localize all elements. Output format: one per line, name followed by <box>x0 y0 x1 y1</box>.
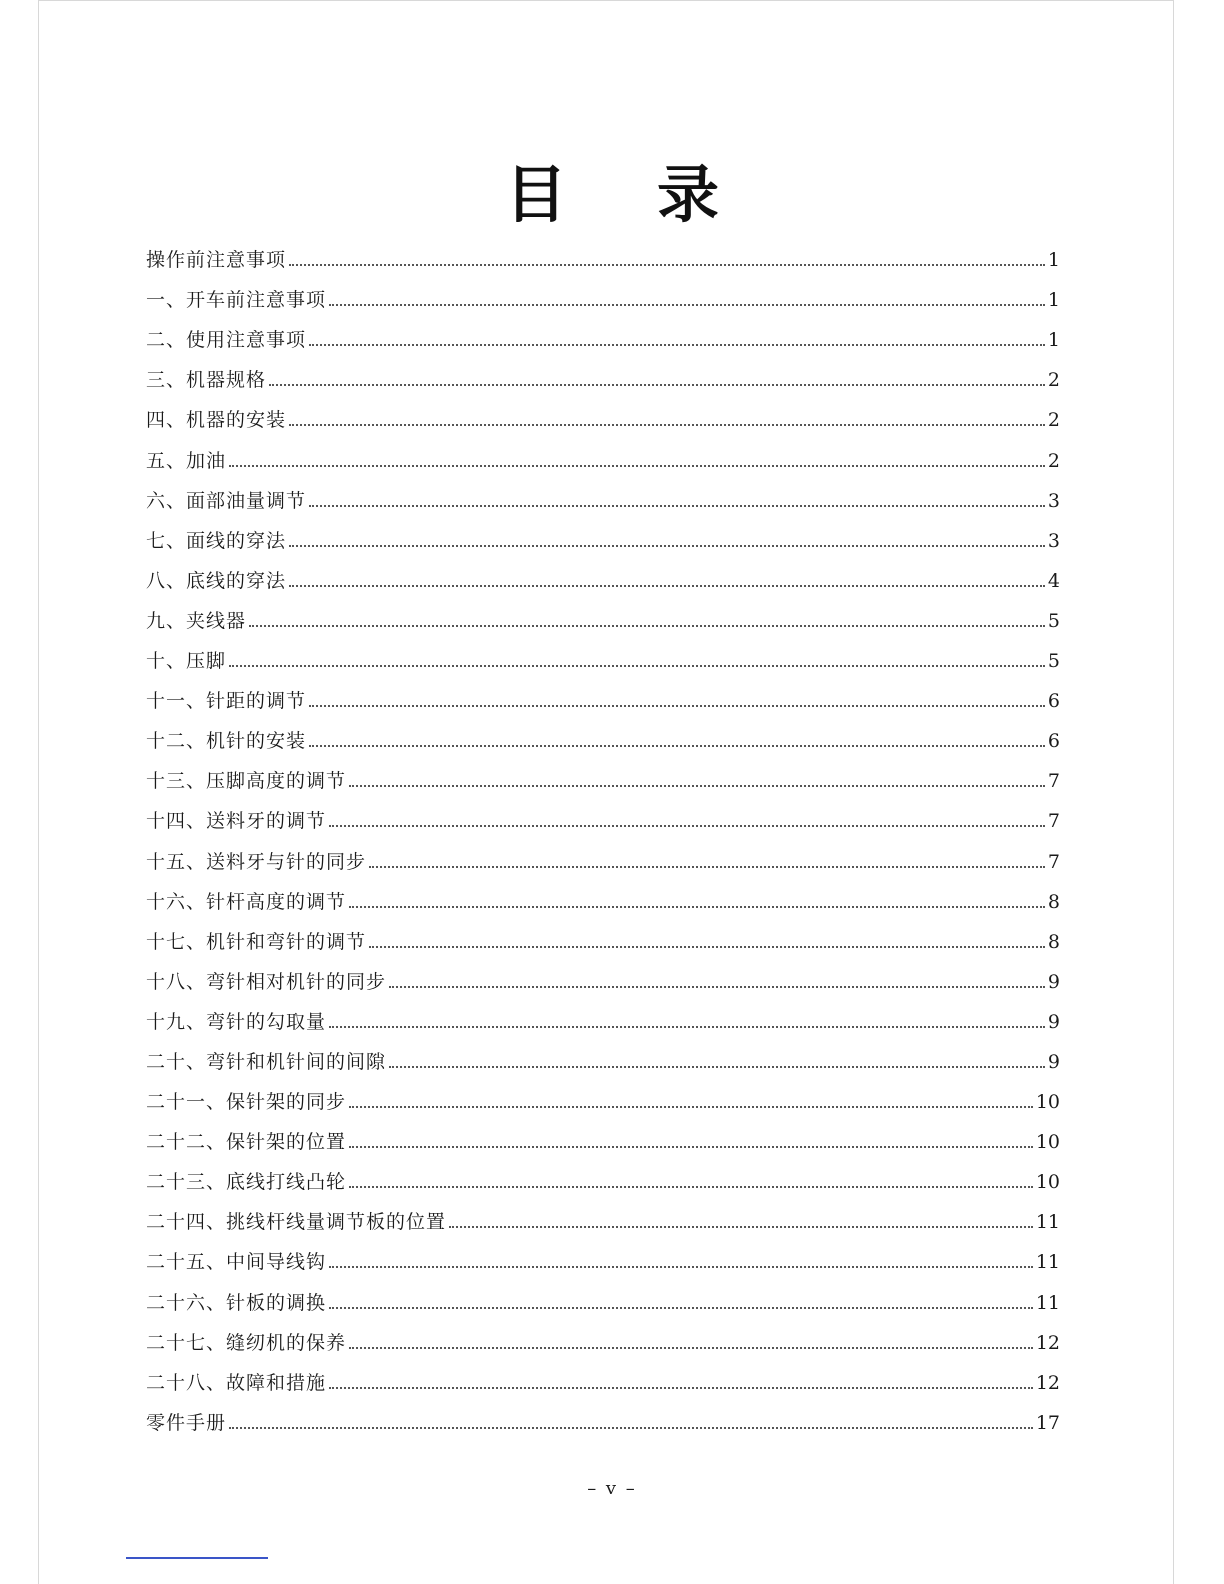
toc-entry-page: 11 <box>1035 1251 1060 1274</box>
toc-entry[interactable] <box>146 432 1060 472</box>
toc-entry[interactable] <box>146 392 1060 432</box>
page-title: 目录 <box>504 157 809 231</box>
toc-dot-leader <box>289 424 1045 426</box>
toc-entry-label: 二十七、缝纫机的保养 <box>146 1331 347 1354</box>
toc-entry-page: 11 <box>1035 1291 1060 1314</box>
toc-entry-label: 一、开车前注意事项 <box>146 289 327 312</box>
toc-entry-page: 10 <box>1035 1171 1060 1194</box>
toc-dot-leader <box>349 785 1045 787</box>
toc-entry[interactable] <box>146 272 1060 312</box>
toc-entry-page: 6 <box>1047 730 1060 753</box>
toc-entry-label: 十二、机针的安装 <box>146 730 307 753</box>
toc-entry-page: 9 <box>1047 970 1060 993</box>
toc-entry[interactable] <box>146 473 1060 513</box>
toc-entry-page: 5 <box>1047 609 1060 632</box>
toc-dot-leader <box>289 264 1045 266</box>
toc-entry-label: 二、使用注意事项 <box>146 329 307 352</box>
toc-entry-label: 二十一、保针架的同步 <box>146 1091 347 1114</box>
toc-entry-label: 十一、针距的调节 <box>146 690 307 713</box>
toc-entry-page: 3 <box>1047 489 1060 512</box>
toc-entry-page: 2 <box>1047 449 1060 472</box>
toc-dot-leader <box>369 866 1045 868</box>
toc-dot-leader <box>349 1186 1033 1188</box>
toc-dot-leader <box>289 545 1045 547</box>
toc-entry-page: 3 <box>1047 529 1060 552</box>
toc-entry-page: 10 <box>1035 1091 1060 1114</box>
toc-entry-label: 二十、弯针和机针间的间隙 <box>146 1050 387 1073</box>
toc-entry-label: 十六、针杆高度的调节 <box>146 890 347 913</box>
toc-entry-page: 8 <box>1047 890 1060 913</box>
toc-dot-leader <box>389 1066 1045 1068</box>
table-of-contents <box>146 232 1060 1435</box>
toc-dot-leader <box>229 465 1045 467</box>
footnote-rule <box>126 1557 268 1559</box>
toc-entry[interactable] <box>146 633 1060 673</box>
toc-entry[interactable] <box>146 874 1060 914</box>
toc-dot-leader <box>369 946 1045 948</box>
toc-entry-label: 十五、送料牙与针的同步 <box>146 850 367 873</box>
toc-entry-label: 十八、弯针相对机针的同步 <box>146 970 387 993</box>
toc-entry-page: 9 <box>1047 1050 1060 1073</box>
toc-entry-label: 四、机器的安装 <box>146 409 287 432</box>
toc-dot-leader <box>309 344 1045 346</box>
toc-entry-page: 6 <box>1047 690 1060 713</box>
toc-entry[interactable] <box>146 1154 1060 1194</box>
toc-entry[interactable] <box>146 312 1060 352</box>
toc-dot-leader <box>309 705 1045 707</box>
toc-dot-leader <box>309 745 1045 747</box>
toc-entry[interactable] <box>146 994 1060 1034</box>
toc-entry[interactable] <box>146 1034 1060 1074</box>
toc-entry-label: 八、底线的穿法 <box>146 569 287 592</box>
toc-entry-page: 11 <box>1035 1211 1060 1234</box>
toc-entry[interactable] <box>146 914 1060 954</box>
toc-entry-label: 操作前注意事项 <box>146 249 287 272</box>
page-number: – v – <box>587 1478 637 1499</box>
toc-entry[interactable] <box>146 1395 1060 1435</box>
toc-dot-leader <box>449 1226 1033 1228</box>
toc-entry[interactable] <box>146 513 1060 553</box>
toc-entry[interactable] <box>146 1355 1060 1395</box>
toc-entry-label: 十、压脚 <box>146 650 227 673</box>
toc-entry-label: 十七、机针和弯针的调节 <box>146 930 367 953</box>
toc-dot-leader <box>349 1106 1033 1108</box>
toc-dot-leader <box>329 825 1045 827</box>
toc-dot-leader <box>349 906 1045 908</box>
toc-entry[interactable] <box>146 1194 1060 1234</box>
toc-entry[interactable] <box>146 352 1060 392</box>
toc-entry-page: 12 <box>1035 1371 1060 1394</box>
toc-entry-label: 二十六、针板的调换 <box>146 1291 327 1314</box>
toc-entry-label: 二十三、底线打线凸轮 <box>146 1171 347 1194</box>
toc-entry-label: 十三、压脚高度的调节 <box>146 770 347 793</box>
toc-dot-leader <box>269 384 1045 386</box>
toc-entry-page: 7 <box>1047 850 1060 873</box>
toc-entry-page: 2 <box>1047 409 1060 432</box>
toc-entry-page: 1 <box>1047 249 1060 272</box>
toc-entry-label: 零件手册 <box>146 1411 227 1434</box>
toc-entry[interactable] <box>146 793 1060 833</box>
toc-entry[interactable] <box>146 1074 1060 1114</box>
toc-dot-leader <box>329 1307 1033 1309</box>
toc-dot-leader <box>289 585 1045 587</box>
toc-entry-page: 4 <box>1047 569 1060 592</box>
toc-entry[interactable] <box>146 753 1060 793</box>
toc-entry[interactable] <box>146 232 1060 272</box>
toc-entry[interactable] <box>146 954 1060 994</box>
toc-entry-page: 2 <box>1047 369 1060 392</box>
toc-dot-leader <box>329 1387 1033 1389</box>
toc-entry[interactable] <box>146 593 1060 633</box>
toc-entry[interactable] <box>146 713 1060 753</box>
toc-dot-leader <box>309 505 1045 507</box>
toc-entry-page: 8 <box>1047 930 1060 953</box>
toc-entry[interactable] <box>146 1234 1060 1274</box>
toc-entry-label: 十九、弯针的勾取量 <box>146 1010 327 1033</box>
toc-dot-leader <box>329 1266 1033 1268</box>
toc-entry-label: 七、面线的穿法 <box>146 529 287 552</box>
toc-entry[interactable] <box>146 553 1060 593</box>
toc-entry[interactable] <box>146 1274 1060 1314</box>
toc-entry-page: 10 <box>1035 1131 1060 1154</box>
toc-entry[interactable] <box>146 1114 1060 1154</box>
toc-dot-leader <box>229 665 1045 667</box>
toc-dot-leader <box>349 1347 1033 1349</box>
toc-dot-leader <box>229 1427 1033 1429</box>
toc-entry-page: 7 <box>1047 810 1060 833</box>
toc-entry-page: 7 <box>1047 770 1060 793</box>
toc-dot-leader <box>349 1146 1033 1148</box>
toc-entry[interactable] <box>146 833 1060 873</box>
toc-entry-page: 5 <box>1047 650 1060 673</box>
toc-entry-label: 二十五、中间导线钩 <box>146 1251 327 1274</box>
toc-entry-label: 九、夹线器 <box>146 609 247 632</box>
toc-entry-page: 9 <box>1047 1010 1060 1033</box>
toc-entry-page: 12 <box>1035 1331 1060 1354</box>
toc-entry-label: 二十二、保针架的位置 <box>146 1131 347 1154</box>
toc-entry[interactable] <box>146 1315 1060 1355</box>
toc-entry-label: 二十八、故障和措施 <box>146 1371 327 1394</box>
toc-entry-label: 五、加油 <box>146 449 227 472</box>
toc-entry[interactable] <box>146 673 1060 713</box>
toc-entry-label: 三、机器规格 <box>146 369 267 392</box>
toc-entry-label: 十四、送料牙的调节 <box>146 810 327 833</box>
toc-entry-page: 17 <box>1035 1411 1060 1434</box>
toc-entry-page: 1 <box>1047 329 1060 352</box>
toc-dot-leader <box>329 1026 1045 1028</box>
toc-entry-label: 六、面部油量调节 <box>146 489 307 512</box>
toc-entry-page: 1 <box>1047 289 1060 312</box>
toc-dot-leader <box>389 986 1045 988</box>
toc-entry-label: 二十四、挑线杆线量调节板的位置 <box>146 1211 447 1234</box>
toc-dot-leader <box>329 304 1045 306</box>
toc-dot-leader <box>249 625 1045 627</box>
